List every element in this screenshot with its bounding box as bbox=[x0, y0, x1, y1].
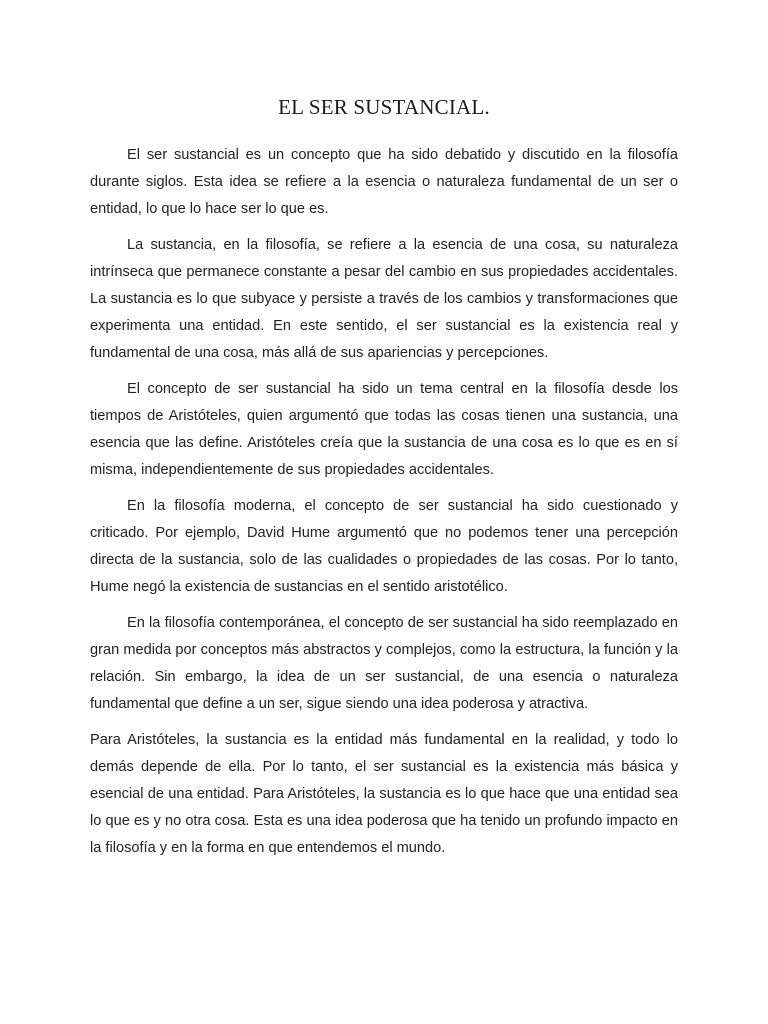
paragraph-4: En la filosofía moderna, el concepto de ser sustancial ha sido cuestionado y criticado. Por ejemplo, David Hume argumentó que no podemos tener una percepción directa de la sustancia, solo de las cualidades o propiedades de las cosas. Por lo tanto, Hume negó la existencia de sustancias en el sentido aristotélico. bbox=[90, 498, 678, 595]
paragraph-2: La sustancia, en la filosofía, se refiere a la esencia de una cosa, su naturaleza intrínseca que permanece constante a pesar del cambio en sus propiedades accidentales. La sustancia es lo que subyace y persiste a través de los cambios y transformaciones que experimenta una entidad. En este sentido, el ser sustancial es la existencia real y fundamental de una cosa, más allá de sus apariencias y percepciones. bbox=[90, 237, 678, 361]
paragraph-3: El concepto de ser sustancial ha sido un tema central en la filosofía desde los tiempos de Aristóteles, quien argumentó que todas las cosas tienen una sustancia, una esencia que las define. Aristóteles creía que la sustancia de una cosa es lo que es en sí misma, independientemente de sus propiedades accidentales. bbox=[90, 381, 678, 478]
paragraph-1: El ser sustancial es un concepto que ha sido debatido y discutido en la filosofía durante siglos. Esta idea se refiere a la esencia o naturaleza fundamental de un ser o entidad, lo que lo hace ser lo que es. bbox=[90, 147, 678, 217]
paragraph-5: En la filosofía contemporánea, el concepto de ser sustancial ha sido reemplazado en gran medida por conceptos más abstractos y complejos, como la estructura, la función y la relación. Sin embargo, la idea de un ser sustancial, de una esencia o naturaleza fundamental que define a un ser, sigue siendo una idea poderosa y atractiva. bbox=[90, 615, 678, 712]
paragraph-6: Para Aristóteles, la sustancia es la entidad más fundamental en la realidad, y todo lo demás depende de ella. Por lo tanto, el ser sustancial es la existencia más básica y esencial de una entidad. Para Aristóteles, la sustancia es lo que hace que una entidad sea lo que es y no otra cosa. Esta es una idea poderosa que ha tenido un profundo impacto en la filosofía y en la forma en que entendemos el mundo. bbox=[90, 732, 678, 856]
document-title: EL SER SUSTANCIAL. bbox=[278, 95, 490, 119]
